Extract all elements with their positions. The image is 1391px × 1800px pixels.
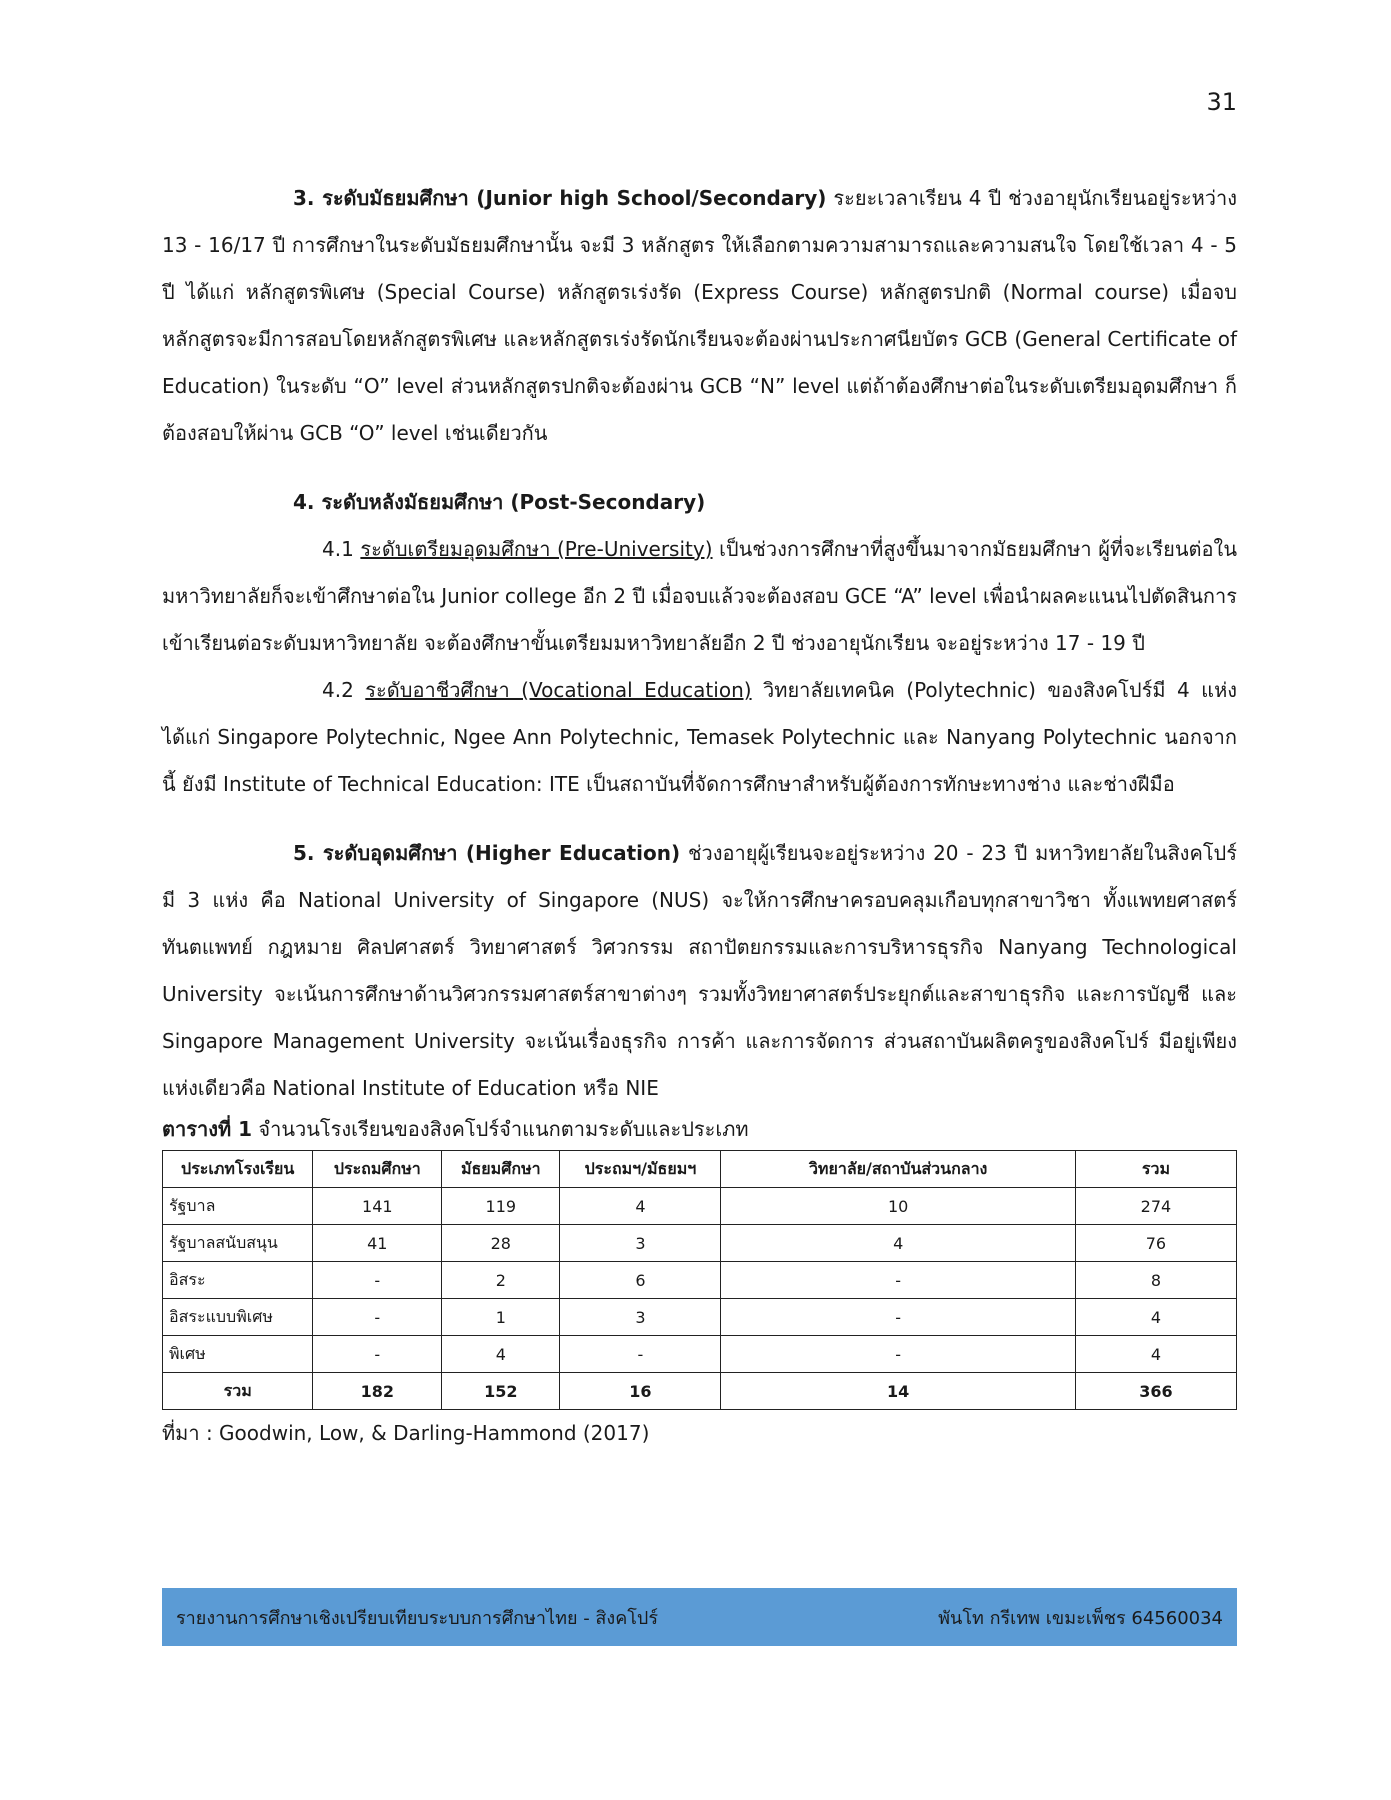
section-3-text: ระยะเวลาเรียน 4 ปี ช่วงอายุนักเรียนอยู่ระหว่าง 13 - 16/17 ปี การศึกษาในระดับมัธยมศึกษานั้น จะมี 3 หลักสูตร ให้เลือกตามความสามารถและความสนใจ โดยใช้เวลา 4 - 5 ปี ได้แก่ หลักสูตรพิเศษ (Special Course) หลักสูตรเร่งรัด (Express Course) หลักสูตรปกติ (Normal course) เมื่อจบหลักสูตรจะมีการสอบโดยหลักสูตรพิเศษ และหลักสูตรเร่งรัดนักเรียนจะต้องผ่านประกาศนียบัตร GCB (General Certificate of Education) ในระดับ “O” level ส่วนหลักสูตรปกติจะต้องผ่าน GCB “N” level แต่ถ้าต้องศึกษาต่อในระดับเตรียมอุดมศึกษา ก็ต้องสอบให้ผ่าน GCB “O” level เช่นเดียวกัน (162, 186, 1237, 445)
section-4-2-number: 4.2 (322, 678, 354, 702)
table-total-row (163, 1373, 1237, 1410)
header-school-type: ประเภทโรงเรียน (163, 1151, 313, 1188)
row-label: รัฐบาลสนับสนุน (163, 1225, 313, 1262)
cell: 1 (442, 1299, 560, 1336)
cell: 3 (560, 1225, 721, 1262)
header-total: รวม (1075, 1151, 1236, 1188)
cell: - (313, 1262, 442, 1299)
footer-report-title: รายงานการศึกษาเชิงเปรียบเทียบระบบการศึกษาไทย - สิงคโปร์ (176, 1607, 659, 1629)
section-4-2-text: วิทยาลัยเทคนิค (Polytechnic) ของสิงคโปร์มี 4 แห่ง ได้แก่ Singapore Polytechnic, Ngee Ann Polytechnic, Temasek Polytechnic และ Nanyang Polytechnic นอกจากนี้ ยังมี Institute of Technical Education: ITE เป็นสถาบันที่จัดการศึกษาสำหรับผู้ต้องการทักษะทางช่าง และช่างฝีมือ (162, 678, 1238, 796)
page-number: 31 (1206, 88, 1237, 116)
total-cell: 152 (442, 1373, 560, 1410)
section-5-text: ช่วงอายุผู้เรียนจะอยู่ระหว่าง 20 - 23 ปี มหาวิทยาลัยในสิงคโปร์มี 3 แห่ง คือ National University of Singapore (NUS) จะให้การศึกษาครอบคลุมเกือบทุกสาขาวิชา ทั้งแพทยศาสตร์ ทันตแพทย์ กฎหมาย ศิลปศาสตร์ วิทยาศาสตร์ วิศวกรรม สถาปัตยกรรมและการบริหารธุรกิจ Nanyang Technological University จะเน้นการศึกษาด้านวิศวกรรมศาสตร์สาขาต่างๆ รวมทั้งวิทยาศาสตร์ประยุกต์และสาขาธุรกิจ และการบัญชี และ Singapore Management University จะเน้นเรื่องธุรกิจ การค้า และการจัดการ ส่วนสถาบันผลิตครูของสิงคโปร์ มีอยู่เพียงแห่งเดียวคือ National Institute of Education หรือ NIE (162, 841, 1237, 1100)
section-3-heading: 3. ระดับมัธยมศึกษา (Junior high School/Secondary) (293, 186, 827, 210)
row-label: อิสระ (163, 1262, 313, 1299)
table-header-row (163, 1151, 1237, 1188)
table-row (163, 1188, 1237, 1225)
cell: 10 (721, 1188, 1075, 1225)
table-caption-text: จำนวนโรงเรียนของสิงคโปร์จำแนกตามระดับและประเภท (258, 1117, 749, 1141)
cell: - (313, 1299, 442, 1336)
total-cell: 182 (313, 1373, 442, 1410)
cell: 119 (442, 1188, 560, 1225)
cell: - (721, 1299, 1075, 1336)
cell: 274 (1075, 1188, 1236, 1225)
table-caption-label: ตารางที่ 1 (162, 1117, 253, 1141)
row-label: อิสระแบบพิเศษ (163, 1299, 313, 1336)
section-4-1-title: ระดับเตรียมอุดมศึกษา (Pre-University) (360, 537, 713, 561)
row-label: พิเศษ (163, 1336, 313, 1373)
cell: 41 (313, 1225, 442, 1262)
section-5-heading: 5. ระดับอุดมศึกษา (Higher Education) (293, 841, 681, 865)
table-row (163, 1225, 1237, 1262)
table-source: ที่มา : Goodwin, Low, & Darling-Hammond (2017) (162, 1421, 650, 1445)
cell: - (721, 1262, 1075, 1299)
footer-author: พันโท กรีเทพ เขมะเพ็ชร 64560034 (938, 1607, 1223, 1629)
cell: 4 (1075, 1336, 1236, 1373)
section-4-heading: 4. ระดับหลังมัธยมศึกษา (Post-Secondary) (293, 490, 706, 514)
cell: 3 (560, 1299, 721, 1336)
table-row (163, 1262, 1237, 1299)
total-cell: 14 (721, 1373, 1075, 1410)
cell: 4 (560, 1188, 721, 1225)
cell: 6 (560, 1262, 721, 1299)
cell: 2 (442, 1262, 560, 1299)
section-4-2-title: ระดับอาชีวศึกษา (Vocational Education) (365, 678, 752, 702)
section-4-1-paragraph (162, 526, 1237, 667)
total-label: รวม (163, 1373, 313, 1410)
school-count-table (162, 1150, 1237, 1410)
cell: 4 (1075, 1299, 1236, 1336)
cell: 76 (1075, 1225, 1236, 1262)
table-caption (162, 1112, 1237, 1146)
header-secondary: มัธยมศึกษา (442, 1151, 560, 1188)
table-row (163, 1336, 1237, 1373)
cell: - (560, 1336, 721, 1373)
section-4-2-paragraph (162, 667, 1237, 808)
header-college: วิทยาลัย/สถาบันส่วนกลาง (721, 1151, 1075, 1188)
section-4-1-text: เป็นช่วงการศึกษาที่สูงขึ้นมาจากมัธยมศึกษา ผู้ที่จะเรียนต่อในมหาวิทยาลัยก็จะเข้าศึกษาต่อใน Junior college อีก 2 ปี เมื่อจบแล้วจะต้องสอบ GCE “A” level เพื่อนำผลคะแนนไปตัดสินการเข้าเรียนต่อระดับมหาวิทยาลัย จะต้องศึกษาขั้นเตรียมมหาวิทยาลัยอีก 2 ปี ช่วงอายุนักเรียน จะอยู่ระหว่าง 17 - 19 ปี (162, 537, 1237, 655)
cell: - (721, 1336, 1075, 1373)
header-primary: ประถมศึกษา (313, 1151, 442, 1188)
cell: 4 (442, 1336, 560, 1373)
section-4-1-number: 4.1 (322, 537, 354, 561)
cell: 8 (1075, 1262, 1236, 1299)
cell: 141 (313, 1188, 442, 1225)
total-cell: 366 (1075, 1373, 1236, 1410)
section-3-paragraph (162, 175, 1237, 457)
section-5-paragraph (162, 830, 1237, 1112)
row-label: รัฐบาล (163, 1188, 313, 1225)
cell: 4 (721, 1225, 1075, 1262)
document-body (162, 175, 1237, 1450)
footer-bar (162, 1588, 1237, 1646)
cell: - (313, 1336, 442, 1373)
table-row (163, 1299, 1237, 1336)
cell: 28 (442, 1225, 560, 1262)
header-primary-secondary: ประถมฯ/มัธยมฯ (560, 1151, 721, 1188)
total-cell: 16 (560, 1373, 721, 1410)
